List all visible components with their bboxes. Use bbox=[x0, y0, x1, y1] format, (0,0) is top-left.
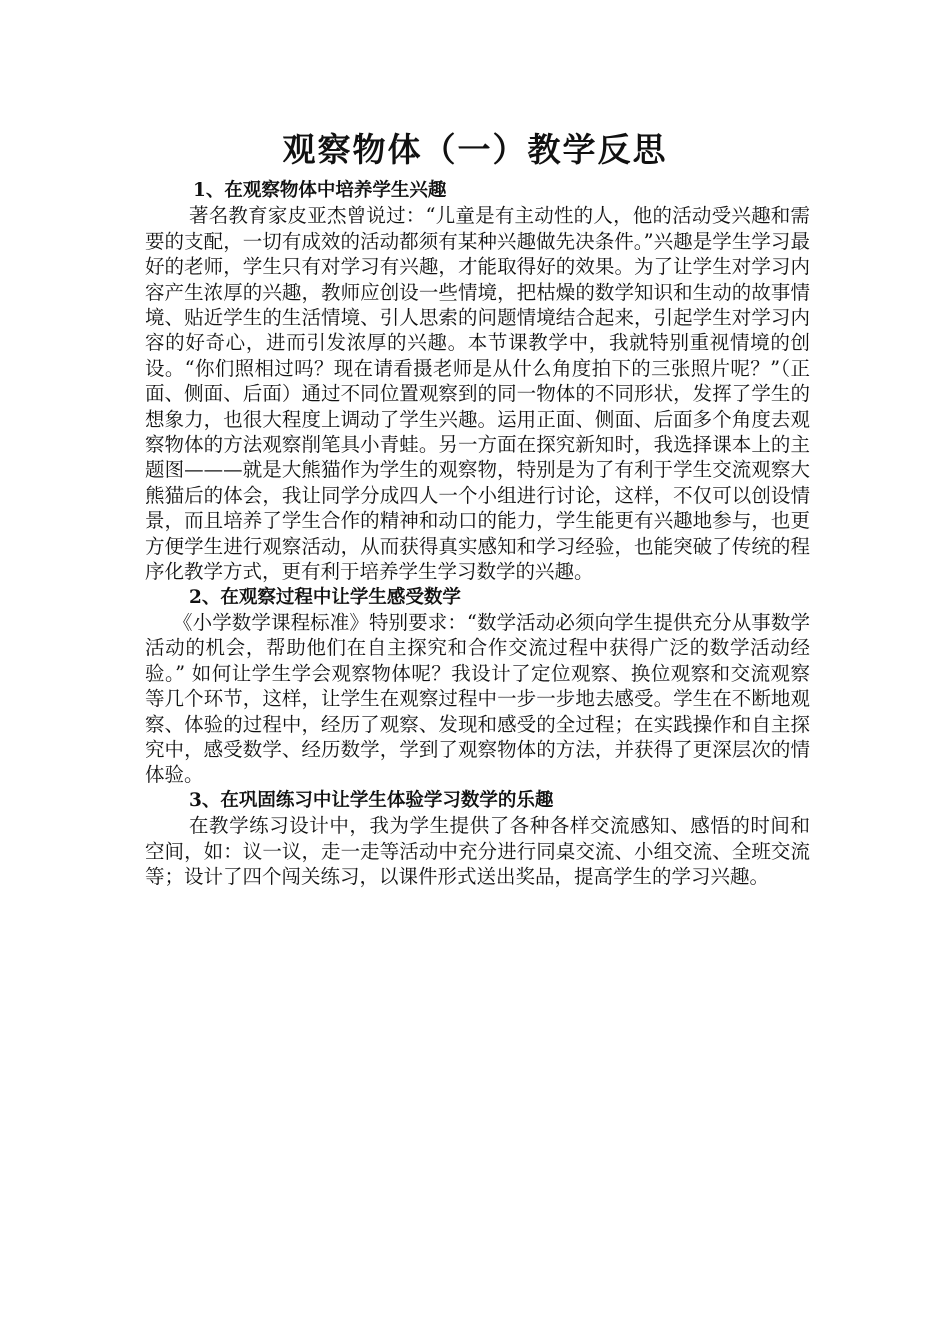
section-heading-2: 2、在观察过程中让学生感受数学 bbox=[189, 586, 461, 608]
section-heading-1: 1、在观察物体中培养学生兴趣 bbox=[193, 180, 447, 201]
document-body bbox=[145, 178, 810, 889]
section-paragraph-3: 在教学练习设计中，我为学生提供了各种各样交流感知、感悟的时间和空间，如：议一议，走一走等活动中充分进行同桌交流、小组交流、全班交流等；设计了四个闯关练习，以课件形式送出奖品，提高学生的学习兴趣。 bbox=[145, 814, 810, 888]
section-paragraph-1: 著名教育家皮亚杰曾说过：“儿童是有主动性的人，他的活动受兴趣和需要的支配，一切有成效的活动都须有某种兴趣做先决条件。”兴趣是学生学习最好的老师，学生只有对学习有兴趣，才能取得好的效果。为了让学生对学习内容产生浓厚的兴趣，教师应创设一些情境，把枯燥的数学知识和生动的故事情境、贴近学生的生活情境、引人思索的问题情境结合起来，引起学生对学习内容的好奇心，进而引发浓厚的兴趣。本节课教学中，我就特别重视情境的创设。“你们照相过吗？现在请看摄老师是从什么角度拍下的三张照片呢？”（正面、侧面、后面）通过不同位置观察到的同一物体的不同形状，发挥了学生的想象力，也很大程度上调动了学生兴趣。运用正面、侧面、后面多个角度去观察物体的方法观察削笔具小青蛙。另一方面在探究新知时，我选择课本上的主题图———就是大熊猫作为学生的观察物，特别是为了有利于学生交流观察大熊猫后的体会，我让同学分成四人一个小组进行讨论，这样，不仅可以创设情景，而且培养了学生合作的精神和动口的能力，学生能更有兴趣地参与，也更方便学生进行观察活动，从而获得真实感知和学习经验，也能突破了传统的程序化教学方式，更有利于培养学生学习数学的兴趣。 bbox=[145, 204, 810, 584]
section-heading-3: 3、在巩固练习中让学生体验学习数学的乐趣 bbox=[189, 789, 554, 811]
section-paragraph-2: 《小学数学课程标准》特别要求：“数学活动必须向学生提供充分从事数学活动的机会，帮助他们在自主探究和合作交流过程中获得广泛的数学活动经验。” 如何让学生学会观察物体呢？我设计了定位观察、换位观察和交流观察等几个环节，这样，让学生在观察过程中一步一步地去感受。学生在不断地观察、体验的过程中，经历了观察、发现和感受的全过程；在实践操作和自主探究中，感受数学、经历数学，学到了观察物体的方法，并获得了更深层次的情体验。 bbox=[145, 610, 810, 787]
document-title: 观察物体（一）教学反思 bbox=[282, 130, 668, 169]
